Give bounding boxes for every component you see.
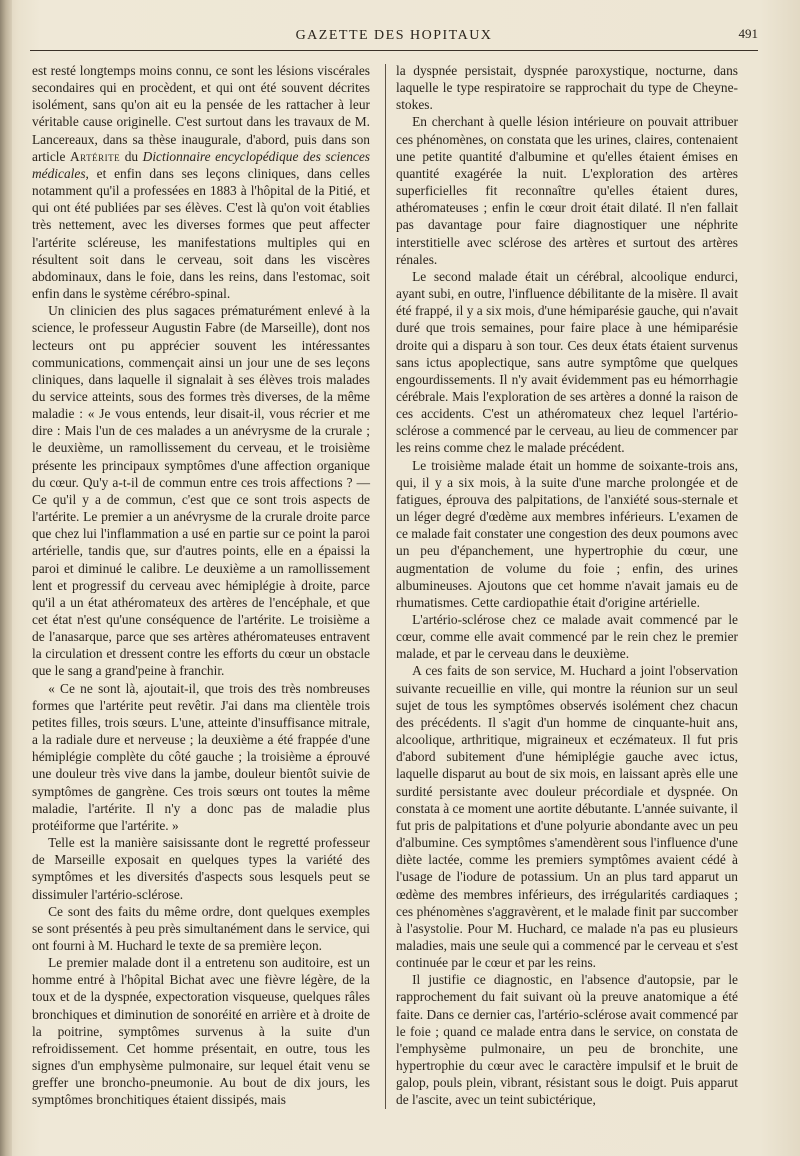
paragraph: « Ce ne sont là, ajoutait-il, que trois des très nombreuses formes que l'artérite peut revêtir. J'ai dans ma clientèle trois petites filles, trois sœurs. L'une, atteinte d'insuffisance mitrale, a la radiale dure et nerveuse ; la deuxième a été frappée d'une hémiplégie complète du côté gauche ; la troisième a éprouvé une douleur très vive dans la jambe, douleur bientôt suivie de symptômes de gangrène. Ces trois sœurs ont toutes la même maladie, l'artérite. Il n'y a donc pas de maladie plus protéiforme que l'artérite. »: [32, 680, 370, 833]
paragraph: Ce sont des faits du même ordre, dont quelques exemples se sont présentés à peu près simultanément dans le service, qui ont fourni à M. Huchard le texte de sa première leçon.: [32, 903, 370, 953]
header-rule: [30, 50, 758, 51]
column-divider: [385, 64, 386, 1109]
right-column: [396, 62, 738, 1109]
page-binding-edge: [0, 0, 12, 1156]
page-header: [30, 24, 758, 50]
paragraph: Il justifie ce diagnostic, en l'absence d'autopsie, par le rapprochement du fait suivant où la preuve anatomique a été faite. Dans ce dernier cas, l'artério-sclérose avait commencé par le foie ; quand ce malade entra dans le service, on constata de l'emphysème pulmonaire, un peu de bronchite, une hypertrophie du cœur avec le caractère impulsif et le bruit de galop, pouls plein, vibrant, résistant sous le doigt. Puis apparut de l'ascite, avec un teint subictérique,: [396, 972, 738, 1108]
paragraph: Le troisième malade était un homme de soixante-trois ans, qui, il y a six mois, à la suite d'une marche prolongée et de fatigues, éprouva des palpitations, de l'anxiété sous-sternale et un léger degré d'œdème aux membres inférieurs. L'examen de ce malade fait constater une congestion des deux poumons avec un peu d'épanchement, une hypertrophie du cœur, une augmentation de volume du foie ; enfin, des urines albumineuses. Ajoutons que cet homme n'avait jamais eu de rhumatismes. Cette cardiopathie était d'origine artérielle.: [396, 457, 738, 610]
paragraph: Un clinicien des plus sagaces prématurément enlevé à la science, le professeur Augustin Fabre (de Marseille), dont nos lecteurs ont pu apprécier souvent les intéressantes communications, commençait ainsi un jour une de ses leçons cliniques, dans laquelle il signalait à ses élèves trois malades du service atteints, sous des formes très diverses, de la même maladie : « Je vous entends, leur disait-il, vous récrier et me dire : Mais l'un de ces malades a un anévrysme de la crurale ; le deuxième, un ramollissement du cerveau, et le troisième présente les principaux symptômes d'une affection organique du cœur. Qu'y a-t-il de commun entre ces trois affections ? — Ce qu'il y a de commun, c'est que ce sont trois aspects de l'artérite. Le premier a un anévrysme de la crurale droite parce que chez lui l'inflammation a usé en partie sur ce point la paroi artérielle, tandis que, sur d'autres points, elle en a épaissi la paroi et diminué le calibre. Le deuxième a un ramollissement lent et progressif du cerveau avec hémiplégie à droite, parce qu'il a un état athéromateux des artères de l'encéphale, et que cet état n'est qu'une conséquence de l'artérite. Le troisième a de l'anasarque, parce que ses artères athéromateuses entravent la circulation et dressent contre les efforts du cœur un obstacle que le sang a grand'peine à franchir.: [32, 303, 370, 679]
paragraph: A ces faits de son service, M. Huchard a joint l'observation suivante recueillie en ville, qui montre la réunion sur un seul sujet de tous les symptômes observés isolément chez chacun des précédents. Il s'agit d'un homme de cinquante-huit ans, alcoolique, arthritique, migraineux et eczémateux. Il fut pris d'abord subitement d'une hémiplégie gauche avec ictus, laquelle disparut au bout de six mois, en laissant après elle une surdité persistante avec douleur précordiale et dyspnée. On constata à ce moment une aortite débutante. L'année suivante, il fut pris de palpitations et d'une polyurie abondante avec un peu d'albumine. Ces symptômes s'amendèrent sous l'influence d'une diète lactée, comme les premiers symptômes avaient cédé à l'usage de l'iodure de potassium. Un an plus tard apparut un œdème des membres inférieurs, des irrégularités cardiaques ; ces phénomènes s'aggravèrent, et le malade finit par succomber à l'asystolie. Pour M. Huchard, ce malade n'a pas eu plusieurs maladies, mais une seule qui a commencé par le cerveau et s'est continuée par le cœur et par les reins.: [396, 663, 738, 971]
paragraph: Le second malade était un cérébral, alcoolique endurci, ayant subi, en outre, l'influence débilitante de la misère. Il avait été frappé, il y a six mois, d'une hémiparésie gauche, qui n'avait duré que trois semaines, pour faire place à une hémiparésie droite qui a disparu à son tour. Ces deux états étaient survenus sans ictus apoplectique, sans autre symptôme que quelques engourdissements. Il n'y avait évidemment pas eu hémorrhagie cérébrale. Mais l'exploration de ses artères a donné la raison de ces accidents. C'est un athéromateux chez lequel l'artério-sclérose a commencé par le cerveau, au lieu de commencer par les reins comme chez le malade précédent.: [396, 268, 738, 456]
paragraph: L'artério-sclérose chez ce malade avait commencé par le cœur, comme elle avait commencé par le rein chez le premier malade, et par le cerveau dans le deuxième.: [396, 612, 738, 662]
left-column: [32, 62, 370, 1109]
paragraph: Telle est la manière saisissante dont le regretté professeur de Marseille exposait en quelques types la variété des symptômes et les diversités d'aspects sous lesquels peut se dissimuler l'artério-sclérose.: [32, 835, 370, 902]
text-run: est resté longtemps moins connu, ce sont les lésions viscérales secondaires qui en procèdent, et qui ont été souvent décrites isolément, sans qu'on ait eu la pensée de les rattacher à leur véritable cause originelle. C'est surtout dans les travaux de M. Lancereaux, dans sa thèse inaugurale, d'abord, puis dans son article: [32, 63, 370, 164]
paragraph: la dyspnée persistait, dyspnée paroxystique, nocturne, dans laquelle le type respiratoire se rapprochait du type de Cheyne-stokes.: [396, 63, 738, 113]
text-run: du: [120, 148, 143, 164]
dictionary-title: Dictionnaire encyclopédique des sciences médicales: [32, 148, 370, 181]
paragraph: En cherchant à quelle lésion intérieure on pouvait attribuer ces phénomènes, on constata que les urines, claires, contenaient une petite quantité d'albumine et qu'elles étaient émises en quantité exagérée la nuit. L'exploration des artères superficielles fit reconnaître qu'elles étaient dures, athéromateuses ; enfin le cœur droit était dilaté. Il n'en fallait pas davantage pour faire diagnostiquer une néphrite interstitielle avec sclérose des artères et surtout des artères rénales.: [396, 114, 738, 267]
text-run: , et enfin dans ses leçons cliniques, dans celles notamment qu'il a professées en 1883 à l'hôpital de la Pitié, et qui ont été publiées par ses élèves. C'est là qu'on voit établies très nettement, avec les diverses formes que peut affecter l'artérite scléreuse, les manifestations multiples qui en résultent soit dans le cerveau, soit dans les viscères abdominaux, dans le foie, dans les reins, dans l'estomac, soit enfin dans le système cérébro-spinal.: [32, 165, 370, 302]
article-reference: Artérite: [70, 148, 121, 164]
page-number: 491: [738, 26, 758, 41]
journal-title: GAZETTE DES HOPITAUX: [295, 28, 493, 43]
paragraph: [32, 62, 370, 302]
paragraph: Le premier malade dont il a entretenu son auditoire, est un homme entré à l'hôpital Bichat avec une fièvre légère, de la toux et de la dyspnée, expectoration visqueuse, quelques râles bronchiques et diminution de sonoréité en arrière et à droite de la poitrine, symptômes survenus à la suite d'un refroidissement. Cet homme présentait, en outre, tous les signes d'un emphysème pulmonaire, sur lequel était venu se greffer une broncho-pneumonie. Au bout de dix jours, les symptômes bronchitiques étaient dissipés, mais: [32, 955, 370, 1108]
